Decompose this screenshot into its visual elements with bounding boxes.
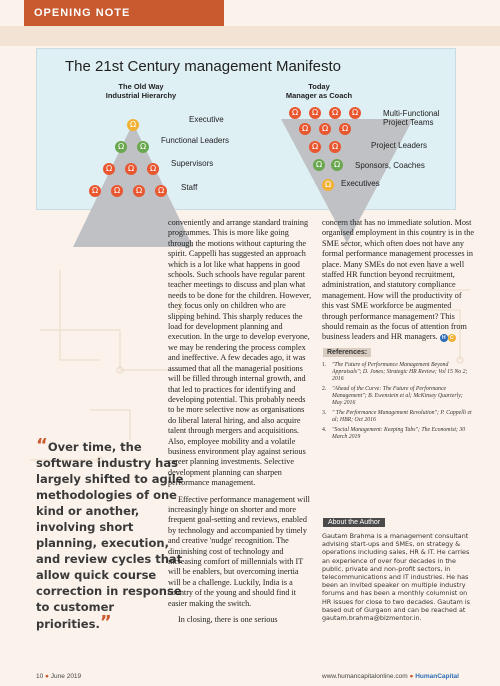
- references-list: [322, 362, 472, 444]
- staff-icon: Ω: [111, 185, 123, 197]
- today-level-label: Project Leaders: [371, 141, 428, 150]
- supervisor-icon: Ω: [147, 163, 159, 175]
- paragraph: concern that has no immediate solution. Most organised employment in this country is in the SME sector, which often does not have any formal performance management processes in place. Many SMEs do not even have a well staffed HR function beyond recruitment, administration, and statutory compliance management. How will the productivity of this vast SME workforce be augmented through performance management? This should remain as the focus of attention from business leaders and HR managers. H C: [322, 218, 474, 342]
- project-leader-icon: Ω: [309, 141, 321, 153]
- pull-quote: “Over time, the software industry has largely shifted to agile methodologies of one kind or another, involving short planning, execution, and review cycles that allow quick course correction in response to customer priorities.”: [36, 435, 184, 633]
- open-quote-icon: “: [36, 435, 48, 456]
- brand-name: HumanCapital: [415, 673, 459, 680]
- team-icon: Ω: [319, 123, 331, 135]
- executive-icon: Ω: [322, 179, 334, 191]
- issue-date: June 2019: [50, 673, 82, 680]
- project-leader-icon: Ω: [329, 141, 341, 153]
- reference-item: 2. "Ahead of the Curve: The Future of Performance Management"; B. Ewenstein et al; McKinsey Quarterly; May 2016: [322, 386, 463, 406]
- supervisor-icon: Ω: [103, 163, 115, 175]
- reference-item: 3. " The Performance Management Revolution"; P. Cappelli et al; HBR; Oct 2016: [322, 410, 472, 423]
- team-icon: Ω: [289, 107, 301, 119]
- staff-icon: Ω: [133, 185, 145, 197]
- leader-icon: Ω: [115, 141, 127, 153]
- today-heading: Today Manager as Coach: [285, 82, 353, 100]
- team-icon: Ω: [339, 123, 351, 135]
- today-level-label: Sponsors, Coaches: [355, 161, 425, 170]
- bullet-icon: ●: [409, 673, 414, 680]
- team-icon: Ω: [299, 123, 311, 135]
- coach-icon: Ω: [313, 159, 325, 171]
- old-way-heading: The Old Way Industrial Hierarchy: [105, 82, 177, 100]
- staff-icon: Ω: [155, 185, 167, 197]
- old-level-label: Staff: [181, 183, 198, 192]
- article-column-right: [322, 218, 474, 343]
- footer-left: [36, 673, 81, 680]
- team-icon: Ω: [349, 107, 361, 119]
- old-level-label: Executive: [189, 115, 224, 124]
- team-icon: Ω: [309, 107, 321, 119]
- footer-right: [322, 673, 459, 680]
- reference-item: 4. "Social Management: Keeping Tabs"; The Economist; 30 March 2019: [322, 427, 466, 440]
- section-title: OPENING NOTE: [34, 7, 131, 19]
- page-number: 10: [36, 673, 44, 680]
- executive-icon: Ω: [127, 119, 139, 131]
- old-level-label: Supervisors: [171, 159, 214, 168]
- article-column-middle: [168, 218, 312, 625]
- paragraph: Effective performance management will increasingly hinge on shorter and more frequent goal-setting and reviews, enabled by technology and accompanied by timely and creative 'nudge' recognition. The diminishing cost of technology and increasing comfort of millennials with IT will be enablers, but overcoming inertia will be a challenge. Luckily, India is a country of the young and should find it easier making the switch.: [168, 494, 310, 608]
- coach-icon: Ω: [331, 159, 343, 171]
- author-heading: About the Author: [323, 518, 385, 527]
- close-quote-icon: ”: [99, 612, 112, 633]
- paragraph: conveniently and arrange standard training programmes. This is more like going through the motions without capturing the spirit. Cappelli has suggested an approach which is a lot like what happens in good schools. Such schools have regular parent teacher meetings to discuss and plan what needs to be done for the children. However, they focus only on children who are slipping behind. This sharply reduces the load for development planning and execution. In the urge to develop everyone, we may be rendering the process complex and ineffective. A few decades ago, it was assumed that all the managerial positions will be filled through internal growth, and that led to practices for identifying and developing potential. This probably needs to be more selective now as organisations do liberal lateral hiring, and also acquire talent through mergers and acquisitions. Also, employee mobility and a volatile business environment play against serious career planning investments. Selective development planning can sharpen performance management.: [168, 218, 312, 488]
- hc-logo-icon: H: [440, 334, 448, 342]
- team-icon: Ω: [329, 107, 341, 119]
- old-level-label: Functional Leaders: [161, 136, 230, 145]
- today-level-label: Executives: [341, 179, 380, 188]
- reference-item: 1. "The Future of Performance Management Beyond Appraisals"; D. Jones; Strategic HR Review; Vol 15 No 2; 2016: [322, 362, 468, 382]
- author-bio: Gautam Brahma is a management consultant advising start-ups and SMEs, on strategy & operations including sales, HR & IT. He carries an experience of over four decades in the public, private and non-profit sectors, in telecommunications and IT industries. He has been an invited speaker on multiple industry forums and has been a monthly columnist on HR issues for close to two decades. Gautam is based out of Gurgaon and can be reached at gautam.brahma@bizmentor.in.: [322, 532, 470, 623]
- infographic-title: The 21st Century management Manifesto: [65, 58, 341, 75]
- section-tab: [24, 0, 224, 26]
- hc-logo-icon: C: [448, 334, 456, 342]
- references-heading: References:: [323, 348, 371, 357]
- website-link[interactable]: www.humancapitalonline.com: [322, 673, 408, 680]
- header-band: [0, 26, 500, 46]
- paragraph: In closing, there is one serious: [178, 615, 278, 625]
- supervisor-icon: Ω: [125, 163, 137, 175]
- bullet-icon: ●: [45, 673, 49, 680]
- today-level-label: Multi-Functional Project Teams: [383, 109, 440, 127]
- staff-icon: Ω: [89, 185, 101, 197]
- leader-icon: Ω: [137, 141, 149, 153]
- manifesto-infographic: [36, 48, 456, 210]
